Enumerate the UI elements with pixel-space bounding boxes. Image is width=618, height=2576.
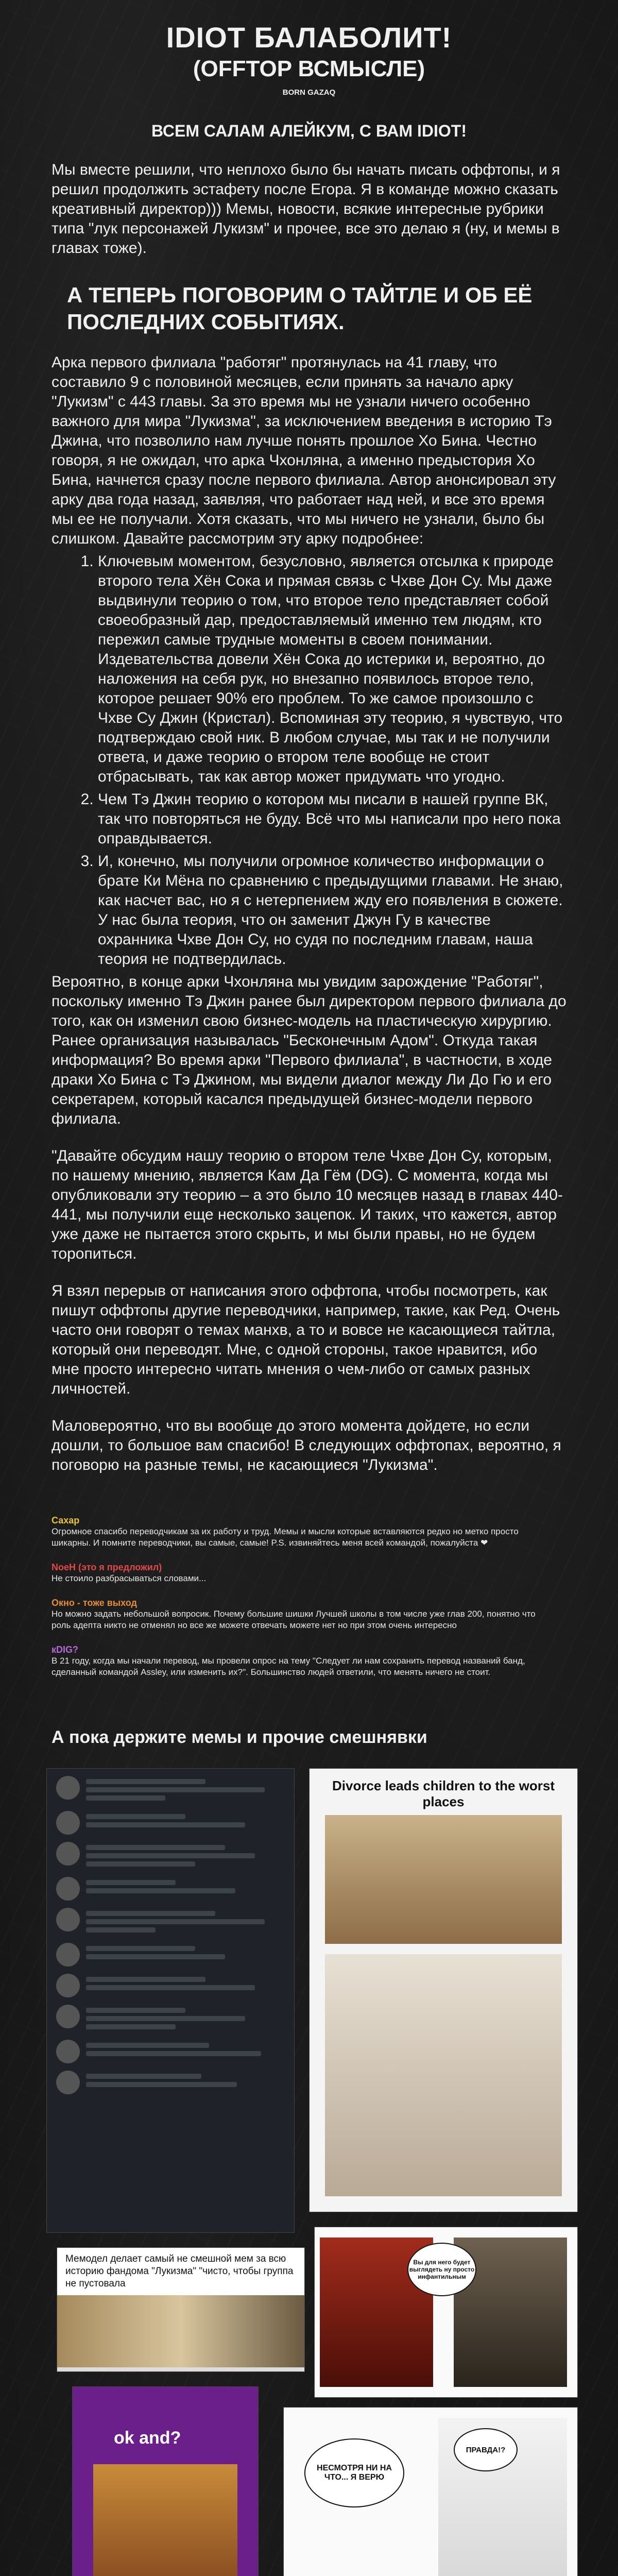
list-item: 2. Чем Тэ Джин теорию о котором мы писали в нашей группе ВК, так что повторяться не буду. Всё что мы написали про него пока оправдывается. — [98, 790, 566, 849]
avatar — [56, 1974, 80, 1997]
header — [0, 0, 618, 97]
comments-section — [52, 1515, 541, 1678]
speech-bubble: Вы для него будет выглядеть ну просто инфантильным — [407, 2243, 476, 2296]
fork-paragraph: Вероятно, в конце арки Чхонляна мы увидим зарождение "Работяг", поскольку именно Тэ Джин ранее был директором первого филиала до того, как он изменил свою бизнес-модель на пластическую хирургию. Ранее организация называлась "Бесконечным Адом". Откуда такая информация? Во время арки "Первого филиала", в частности, в ходе драки Хо Бина с Тэ Джином, мы видели диалог между Ли До Гю и его секретарем, который касался предыдущей бизнес-модели первого филиала. — [52, 973, 566, 1127]
comment — [52, 1515, 541, 1549]
section-heading: А ТЕПЕРЬ ПОГОВОРИМ О ТАЙТЛЕ И ОБ ЕЁ ПОСЛЕДНИХ СОБЫТИЯХ. — [67, 283, 533, 334]
meme-photo — [57, 2295, 304, 2367]
intro-paragraph: Мы вместе решили, что неплохо было бы начать писать оффтопы, и я решил продолжить эстафету после Егора. Я в команде можно сказать креативный директор))) Мемы, новости, всякие интересные рубрики типа "лук персонажей Лукизм" и прочее, все это делаю я (ну, и мемы в главах тоже). — [52, 161, 560, 257]
theory-paragraph: "Давайте обсудим нашу теорию о втором теле Чхве Дон Су, которым, по нашему мнению, является Кам Да Гём (DG). С момента, когда мы опубликовали эту теорию – а это было 10 месяцев назад в главах 440-441, мы получили еще несколько зацепок. И таких, что кажется, автор уже даже не пытается этого скрыть, и мы были правы, но не будем торопиться. — [52, 1147, 563, 1262]
ok-and-meme — [72, 2386, 259, 2576]
comment — [52, 1598, 541, 1631]
comment-author: NoeH (это я предложил) — [52, 1562, 162, 1572]
comment-text: Но можно задать небольшой вопросик. Почему большие шишки Лучшей школы в том числе уже глав 200, понятно что роль адепта никто не отменял но все же можете отвечать можете нет но при этом очень интересно — [52, 1609, 536, 1630]
breaking-meme — [57, 2247, 305, 2372]
ending-paragraph: Маловероятно, что вы вообще до этого момента дойдете, но если дошли, то большое вам спасибо! В следующих оффтопах, вероятно, я поговорю на разные темы, не касающиеся "Лукизма". — [52, 1417, 561, 1473]
comment — [52, 1645, 541, 1678]
list-item: 1. Ключевым моментом, безусловно, является отсылка к природе второго тела Хён Сока и прямая связь с Чхве Дон Су. Мы даже выдвинули теорию о том, что второе тело представляет собой своеобразный дар, предоставляемый именно тем людям, кто пережил самые трудные моменты в своем понимании. Издевательства довели Хён Сока до истерики и, вероятно, до наложения на себя рук, но внезапно появилось второе тело, которое решает 90% его проблем. То же самое произошло с Чхве Су Джин (Кристал). Вспоминая эту теорию, я чувствую, что подтверждаю свой ник. В любом случае, мы так и не получили ответа, и даже теорию о втором теле вообще не стоит отбрасывать, так как автор может придумать что угодно. — [98, 552, 566, 787]
avatar — [56, 2071, 80, 2094]
avatar — [56, 1811, 80, 1835]
page-title: IDIOT БАЛАБОЛИТ! — [166, 21, 452, 54]
comic-panel — [325, 1954, 562, 2196]
avatar — [56, 1908, 80, 1931]
comment-author: Сахар — [52, 1515, 80, 1526]
devil-meme — [314, 2227, 578, 2398]
author-byline: BORN GAZAQ — [282, 88, 336, 97]
meme-caption: Divorce leads children to the worst places — [332, 1778, 555, 1809]
speech-bubble: ПРАВДА!? — [454, 2428, 518, 2471]
arc-paragraph: Арка первого филиала "работяг" протянулась на 41 главу, что составило 9 с половиной месяцев, если принять за начало арку "Лукизм" с 443 главы. За это время мы не узнали ничего особенно важного для мира "Лукизма", за исключением введения в историю Тэ Джина, что позволило нам лучше понять прошлое Хо Бина. Честно говоря, я не ожидал, что арка Чхонляна, а именно предыстория Хо Бина, начнется сразу после первого филиала. Автор анонсировал эту арку два года назад, заявляя, что работает над ней, и все это время мы ее не получали. Хотя сказать, что мы ничего не узнали, было бы слишком. Давайте рассмотрим эту арку подробнее: — [52, 354, 556, 547]
avatar — [56, 2005, 80, 2028]
avatar — [56, 1877, 80, 1901]
points-list — [52, 552, 566, 969]
avatar — [56, 1943, 80, 1967]
page-subtitle: (OFFTOP ВСМЫСЛЕ) — [193, 56, 425, 81]
comment-author: кDIG? — [52, 1645, 79, 1655]
memes-collage — [41, 1768, 577, 2576]
meme-text: ok and? — [114, 2428, 181, 2448]
comment-author: Окно - тоже выход — [52, 1598, 137, 1608]
meme-caption: Мемодел делает самый не смешной мем за всю историю фандома "Лукизма" "чисто, чтобы группа не пустовала — [57, 2248, 304, 2295]
comment-text: Не стоило разбрасываться словами... — [52, 1573, 207, 1583]
avatar — [56, 2040, 80, 2063]
divorce-meme — [309, 1768, 578, 2212]
comic-panel — [325, 1815, 562, 1944]
avatar — [56, 1776, 80, 1800]
list-item: 3. И, конечно, мы получили огромное количество информации о брате Ки Мёна по сравнению с предыдущими главами. Не знаю, как насчет вас, но я с нетерпением жду его появления в сюжете. У нас была теория, что он заменит Джун Гу в качестве охранника Чхве Дон Су, но судя по последним главам, наша теория не подтвердилась. — [98, 852, 566, 969]
chat-screenshot-meme — [46, 1768, 295, 2233]
comment-text: В 21 году, когда мы начали перевод, мы провели опрос на тему "Следует ли нам сохранить перевод названий банд, сделанный командой Assley, или изменить их?". Большинство людей ответили, что менять ничего не стоит. — [52, 1656, 525, 1677]
comment — [52, 1562, 541, 1584]
comic-meme — [283, 2407, 578, 2576]
pause-paragraph: Я взял перерыв от написания этого оффтопа, чтобы посмотреть, как пишут оффтопы другие переводчики, например, такие, как Ред. Очень часто они говорят о темах манхв, а то и вовсе не касающиеся тайтла, который они переводят. Мне, с одной стороны, такое нравится, ибо мне просто интересно читать мнения о чем-либо от самых разных личностей. — [52, 1282, 560, 1397]
greeting-heading: ВСЕМ САЛАМ АЛЕЙКУМ, С ВАМ IDIOT! — [151, 122, 467, 140]
avatar — [56, 1842, 80, 1866]
speech-bubble: НЕСМОТРЯ НИ НА ЧТО... Я ВЕРЮ — [304, 2438, 404, 2507]
comment-text: Огромное спасибо переводчикам за их работу и труд. Мемы и мысли которые вставляются редко но метко просто шикарны. И помните переводчики, вы самые, самые! P.S. извиняйтесь меня всей командой, пожалуйста ❤ — [52, 1527, 519, 1548]
meme-photo — [93, 2464, 237, 2576]
memes-heading: А пока держите мемы и прочие смешнявки — [52, 1727, 427, 1747]
